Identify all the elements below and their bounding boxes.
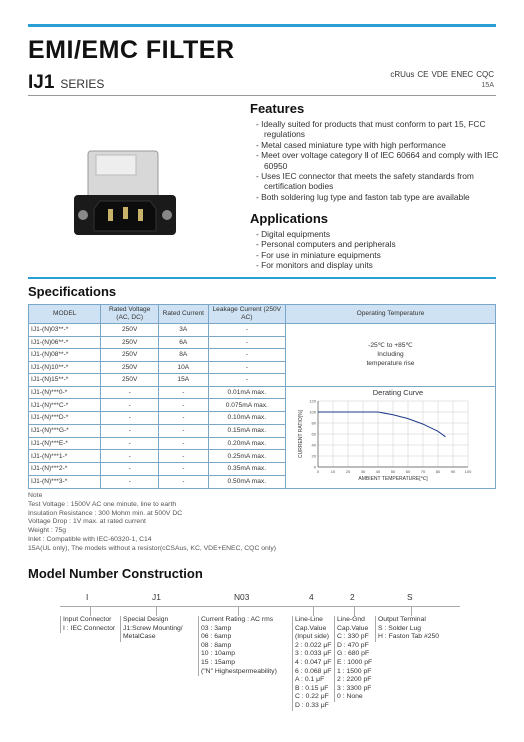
application-item: - For monitors and display units [256,260,500,270]
cell-model: IJ1-(N)***0-* [29,386,101,399]
cell-voltage: - [101,437,159,450]
x-tick-label: 10 [330,468,336,474]
model-code-line: (Input side) [295,633,330,641]
cert-mark-1: CE [417,70,429,79]
cell-current: - [158,475,208,488]
product-image-icon [70,145,180,255]
model-code-line: 03 : 3amp [201,624,232,632]
model-code-line: 4 : 0.047 μF [295,658,332,666]
model-code-line: 0 : None [337,693,363,701]
model-code-line: D : 470 pF [337,641,369,649]
model-code-segment: S [407,592,413,602]
cell-voltage: - [101,463,159,476]
cell-voltage: - [101,399,159,412]
cell-voltage: 250V [101,336,159,349]
features-heading: Features [250,101,305,116]
col-header-voltage: Rated Voltage (AC, DC) [101,305,159,324]
header-divider [28,95,496,96]
code-tick [411,606,412,616]
applications-section [250,211,500,271]
series-heading [28,72,104,94]
chart-title: Derating Curve [372,387,424,397]
model-code-segment: 4 [309,592,314,602]
code-tick [354,606,355,616]
feature-item: - Meet over voltage category Ⅱ of IEC 60664 and comply with IEC 60950 [256,150,500,171]
feature-item: - Both soldering lug type and faston tab type are available [256,192,500,202]
cell-leakage: - [208,349,285,362]
model-code-line: Line-Gnd [337,616,365,623]
x-tick-label: 80 [435,468,441,474]
cell-leakage: - [208,374,285,387]
col-header-model: MODEL [29,305,101,324]
cell-leakage: 0.20mA max. [208,437,285,450]
model-code-line: MetalCase [123,633,156,641]
application-item: - Digital equipments [256,229,500,239]
model-code-line: G : 680 pF [337,650,370,658]
cell-model: IJ1-(N)***2-* [29,463,101,476]
cert-mark-2: VDE [431,70,448,79]
cell-voltage: 250V [101,374,159,387]
cell-leakage: 0.15mA max. [208,424,285,437]
cell-model: IJ1-(N)08**-* [29,349,101,362]
y-tick-label: 100 [309,409,316,414]
model-code-column [60,616,115,633]
model-code-line: 08 : 8amp [201,641,232,649]
y-tick-label: 0 [313,464,316,469]
top-accent-bar [28,24,496,27]
model-code-column [120,616,183,642]
cell-leakage: - [208,361,285,374]
feature-item: - Metal cased miniature type with high performance [256,140,500,150]
table-row [29,386,496,399]
operating-temp-text: temperature rise [366,360,415,368]
code-tick [313,606,314,616]
application-item: - Personal computers and peripherals [256,239,500,249]
note-line: Weight : 75g [28,527,67,535]
model-code-column [198,616,277,676]
model-code-line: 2 : 2200 pF [337,676,372,684]
x-axis-label: AMBIENT TEMPERATURE[℃] [358,475,428,482]
cell-current: 15A [158,374,208,387]
specifications-heading: Specifications [28,284,117,299]
note-line: Test Voltage : 1500V AC one minute, line to earth [28,500,177,508]
model-code-line: Cap.Value [337,624,369,632]
x-tick-label: 90 [450,468,456,474]
specifications-table [28,304,496,489]
model-code-line: Input Connector [63,616,112,623]
x-tick-label: 40 [375,468,381,474]
model-code-line: 6 : 0.068 μF [295,667,332,675]
x-tick-label: 0 [316,468,320,474]
model-code-column [375,616,439,642]
cell-current: 6A [158,336,208,349]
x-tick-label: 30 [360,468,366,474]
series-label: SERIES [60,77,105,91]
cell-current: - [158,399,208,412]
applications-heading: Applications [250,211,329,226]
cell-voltage: 250V [101,349,159,362]
model-code-line: 1 : 1500 pF [337,667,372,675]
cell-current: - [158,386,208,399]
cell-current: 3A [158,324,208,337]
y-tick-label: 120 [309,398,316,403]
model-code-segment: I [86,592,89,602]
model-number-heading: Model Number Construction [28,566,203,581]
cell-model: IJ1-(N)***1-* [29,450,101,463]
series-code: IJ1 [28,72,55,93]
code-tick [156,606,157,616]
cell-current: 8A [158,349,208,362]
note-line: Voltage Drop : 1V max. at rated current [28,518,146,526]
model-code-line: C : 0.22 μF [295,693,329,701]
code-tick [90,606,91,616]
model-code-line: 06 : 6amp [201,633,232,641]
model-code-line: Line-Line [295,616,323,623]
model-code-line: I : IEC Connector [63,624,116,632]
cell-model: IJ1-(N)***3-* [29,475,101,488]
model-code-line: 2 : 0.022 μF [295,641,332,649]
cell-current: - [158,437,208,450]
y-tick-label: 60 [311,431,316,436]
cell-model: IJ1-(N)03**-* [29,324,101,337]
cell-leakage: 0.50mA max. [208,475,285,488]
cell-current: - [158,424,208,437]
y-tick-label: 80 [311,420,316,425]
cell-model: IJ1-(N)***E-* [29,437,101,450]
model-code-line: 3 : 0.033 μF [295,650,332,658]
model-code-line: 10 : 10amp [201,650,236,658]
x-tick-label: 50 [390,468,396,474]
cell-leakage: - [208,324,285,337]
cell-voltage: 250V [101,324,159,337]
model-code-column [334,616,372,702]
model-code-line: E : 1000 pF [337,658,373,666]
note-line: 15A(UL only), The models without a resistor(cCSAus, KC, VDE+ENEC, CQC only) [28,544,276,552]
cell-model: IJ1-(N)***G-* [29,424,101,437]
section-divider [28,277,496,279]
page-title: EMI/EMC FILTER [28,36,235,64]
features-section [250,101,500,202]
x-tick-label: 70 [420,468,426,474]
model-code-column [292,616,331,711]
y-tick-label: 40 [311,442,316,447]
cell-leakage: 0.35mA max. [208,463,285,476]
cell-voltage: 250V [101,361,159,374]
cert-mark-0: cRUus [390,70,415,79]
cell-leakage: - [208,336,285,349]
cell-voltage: - [101,424,159,437]
col-header-current: Rated Current [158,305,208,324]
notes-block [28,492,276,554]
x-tick-label: 20 [345,468,351,474]
model-code-line: S : Solder Lug [378,624,422,632]
y-axis-label: CURRENT RATIO[%] [297,409,304,458]
code-tick [238,606,239,616]
model-code-line: D : 0.33 μF [295,701,329,709]
cell-current: - [158,450,208,463]
code-connector-line [60,606,460,607]
model-code-line: B : 0.15 μF [295,684,329,692]
model-code-line: J1:Screw Mounting/ [123,624,183,632]
cell-model: IJ1-(N)06**-* [29,336,101,349]
model-code-line: Current Rating : AC rms [201,616,274,623]
cell-voltage: - [101,412,159,425]
model-code-line: Special Design [123,616,169,623]
certification-marks [390,70,494,79]
cell-current: 10A [158,361,208,374]
note-line: Note [28,492,43,499]
operating-temp-text: Including [377,351,404,359]
model-code-line: 3 : 3300 pF [337,684,372,692]
cell-voltage: - [101,450,159,463]
cell-current: - [158,463,208,476]
feature-item: - Uses IEC connector that meets the safety standards from certification bodies [256,171,500,192]
model-code-segment: N03 [234,592,250,602]
y-tick-label: 20 [311,453,316,458]
operating-temp-text: -25℃ to +85℃ [368,342,413,350]
cell-leakage: 0.075mA max. [208,399,285,412]
col-header-leakage: Leakage Current (250V AC) [208,305,285,324]
model-code-line: ("N" Highestpermeability) [201,667,277,675]
cell-model: IJ1-(N)10**-* [29,361,101,374]
model-code-line: 15 : 15amp [201,658,236,666]
cell-leakage: 0.25mA max. [208,450,285,463]
model-code-segment: J1 [152,592,161,602]
model-code-line: Cap.Value [295,624,327,632]
cell-model: IJ1-(N)***C-* [29,399,101,412]
col-header-temperature: Operating Temperature [285,305,495,324]
derating-chart [288,387,493,485]
cell-voltage: - [101,475,159,488]
note-line: Insulation Resistance : 300 Mohm min. at 500V DC [28,509,183,517]
cell-model: IJ1-(N)***D-* [29,412,101,425]
model-code-segment: 2 [350,592,355,602]
table-row [29,324,496,337]
cert-sub: 15A [481,82,494,89]
cert-mark-4: CQC [476,70,494,79]
x-tick-label: 100 [464,468,472,474]
note-line: Inlet : Compatible with IEC-60320-1, C14 [28,535,152,543]
derating-chart-cell [285,386,495,488]
cell-leakage: 0.01mA max. [208,386,285,399]
cert-mark-3: ENEC [450,70,474,79]
cell-current: - [158,412,208,425]
model-code-line: H : Faston Tab #250 [378,633,440,641]
model-code-line: Output Terminal [378,616,426,623]
model-code-line: A : 0.1 μF [295,676,325,684]
cell-model: IJ1-(N)15**-* [29,374,101,387]
feature-item: - Ideally suited for products that must conform to part 15, FCC regulations [256,119,500,140]
cell-voltage: - [101,386,159,399]
x-tick-label: 60 [405,468,411,474]
cell-leakage: 0.10mA max. [208,412,285,425]
model-code-line: C : 330 pF [337,633,369,641]
derating-curve-line [318,412,446,437]
cell-operating-temperature [285,324,495,387]
application-item: - For use in miniature equipments [256,250,500,260]
